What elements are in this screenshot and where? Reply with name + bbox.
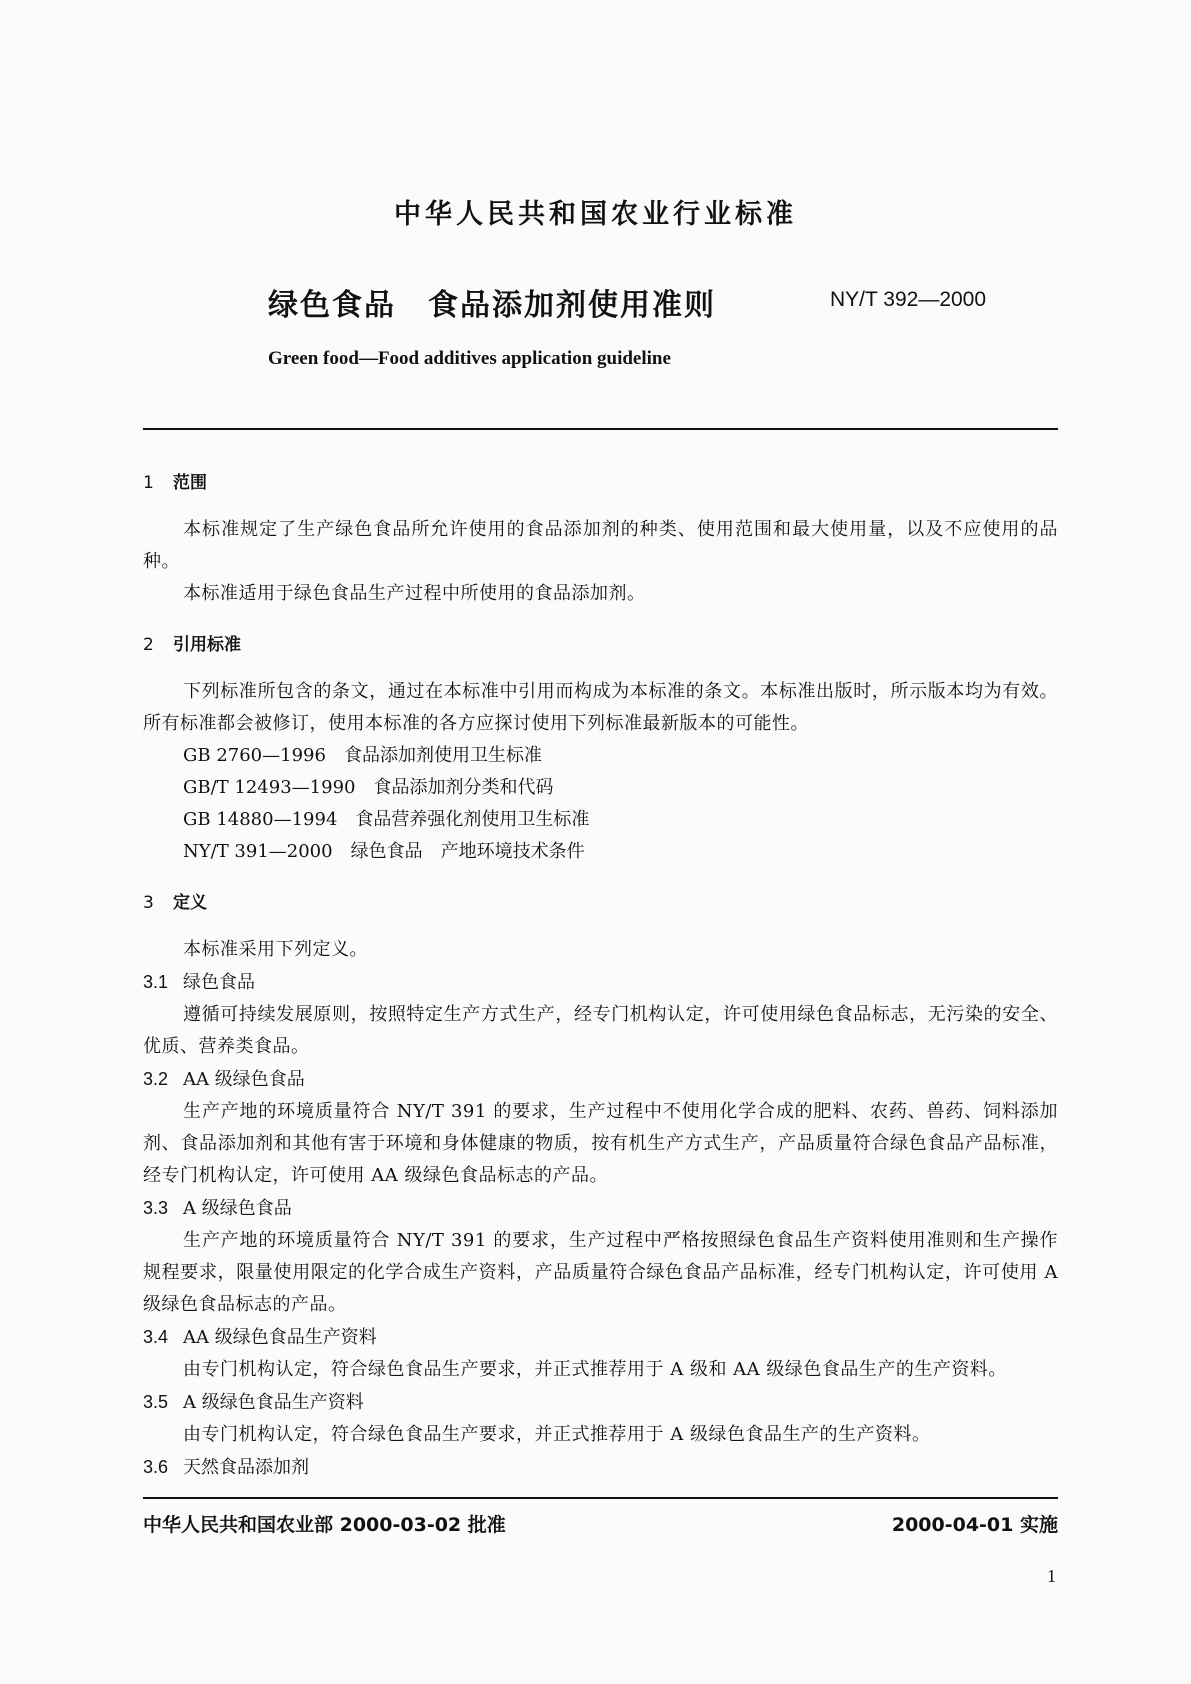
definition-heading <box>143 1321 1058 1354</box>
section-title: 引用标准 <box>173 635 241 655</box>
reference-item <box>143 804 1058 836</box>
reference-code: GB 2760—1996 <box>183 745 326 766</box>
definition-title: 绿色食品 <box>183 972 255 993</box>
paragraph: 下列标准所包含的条文，通过在本标准中引用而构成为本标准的条文。本标准出版时，所示版本均为有效。所有标准都会被修订，使用本标准的各方应探讨使用下列标准最新版本的可能性。 <box>143 681 1058 734</box>
reference-code: NY/T 391—2000 <box>183 841 333 862</box>
reference-item <box>143 836 1058 868</box>
standard-type-heading: 中华人民共和国农业行业标准 <box>394 199 797 230</box>
section-title: 定义 <box>173 893 207 913</box>
reference-name: 食品添加剂分类和代码 <box>373 777 554 798</box>
reference-name: 食品营养强化剂使用卫生标准 <box>355 809 590 830</box>
section-number: 2 <box>143 635 154 655</box>
reference-item <box>143 772 1058 804</box>
definition-number: 3.1 <box>143 972 169 992</box>
reference-name: 绿色食品 产地环境技术条件 <box>350 841 585 862</box>
definition-text: 生产产地的环境质量符合 NY/T 391 的要求，生产过程中不使用化学合成的肥料、农药、兽药、饲料添加剂、食品添加剂和其他有害于环境和身体健康的物质，按有机生产方式生产，产品质量符合绿色食品产品标准，经专门机构认定，许可使用 AA 级绿色食品标志的产品。 <box>143 1101 1058 1186</box>
definition-heading <box>143 1063 1058 1096</box>
definition-heading <box>143 1386 1058 1419</box>
definition-title: 天然食品添加剂 <box>183 1457 309 1478</box>
approval-date: 中华人民共和国农业部 2000-03-02 批准 <box>143 1514 506 1536</box>
section-heading-definitions <box>143 886 1058 920</box>
definition-heading <box>143 1192 1058 1225</box>
effective-date: 2000-04-01 实施 <box>891 1514 1058 1536</box>
reference-code: GB/T 12493—1990 <box>183 777 356 798</box>
paragraph: 本标准规定了生产绿色食品所允许使用的食品添加剂的种类、使用范围和最大使用量，以及不应使用的品种。 <box>143 519 1058 572</box>
paragraph: 本标准采用下列定义。 <box>183 939 368 960</box>
definition-title: AA 级绿色食品生产资料 <box>183 1327 377 1348</box>
definition-title: A 级绿色食品 <box>183 1198 292 1219</box>
document-body <box>143 466 1058 1484</box>
definition-text: 遵循可持续发展原则，按照特定生产方式生产，经专门机构认定，许可使用绿色食品标志，无污染的安全、优质、营养类食品。 <box>143 1004 1058 1057</box>
english-title: Green food—Food additives application guideline <box>268 348 671 369</box>
reference-item <box>143 740 1058 772</box>
definition-text: 生产产地的环境质量符合 NY/T 391 的要求，生产过程中严格按照绿色食品生产资料使用准则和生产操作规程要求，限量使用限定的化学合成生产资料，产品质量符合绿色食品产品标准，经专门机构认定，许可使用 A 级绿色食品标志的产品。 <box>143 1230 1058 1315</box>
definition-heading <box>143 1451 1058 1484</box>
header-divider <box>143 428 1058 430</box>
section-number: 3 <box>143 893 154 913</box>
section-heading-scope <box>143 466 1058 500</box>
section-number: 1 <box>143 473 154 493</box>
reference-code: GB 14880—1994 <box>183 809 338 830</box>
definition-text: 由专门机构认定，符合绿色食品生产要求，并正式推荐用于 A 级和 AA 级绿色食品生产的生产资料。 <box>183 1359 1007 1380</box>
definition-number: 3.4 <box>143 1327 169 1347</box>
section-heading-references <box>143 628 1058 662</box>
document-title: 绿色食品 食品添加剂使用准则 <box>268 288 716 323</box>
page-number: 1 <box>1047 1566 1056 1586</box>
definition-number: 3.2 <box>143 1069 169 1089</box>
reference-name: 食品添加剂使用卫生标准 <box>343 745 542 766</box>
definition-number: 3.3 <box>143 1198 169 1218</box>
standard-code: NY/T 392—2000 <box>830 288 987 311</box>
section-title: 范围 <box>173 473 207 493</box>
definition-number: 3.6 <box>143 1457 169 1477</box>
definition-title: AA 级绿色食品 <box>183 1069 305 1090</box>
definition-text: 由专门机构认定，符合绿色食品生产要求，并正式推荐用于 A 级绿色食品生产的生产资料。 <box>183 1424 931 1445</box>
definition-heading <box>143 966 1058 999</box>
definition-number: 3.5 <box>143 1392 169 1412</box>
footer-divider <box>143 1497 1058 1499</box>
definition-title: A 级绿色食品生产资料 <box>183 1392 364 1413</box>
paragraph: 本标准适用于绿色食品生产过程中所使用的食品添加剂。 <box>183 583 646 604</box>
